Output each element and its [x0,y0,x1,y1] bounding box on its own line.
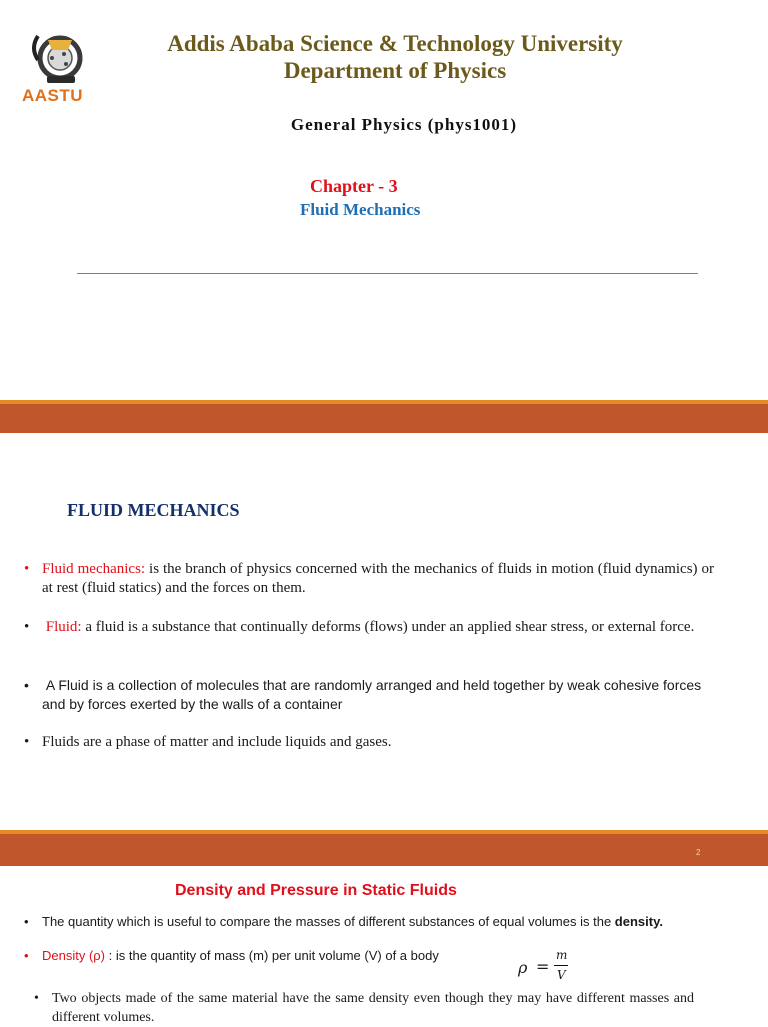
list-item [34,989,694,1027]
department-name: Department of Physics [283,58,507,83]
list-item [24,912,714,931]
bullet-icon: • [24,619,30,635]
slide-title: FLUID MECHANICS [67,500,240,520]
bullet-icon: • [24,914,29,929]
course-title: General Physics (phys1001) [290,115,518,134]
bullet-icon: • [24,948,29,963]
list-item [24,676,714,714]
list-item [24,946,714,965]
chapter-number: Chapter - 3 [310,176,398,196]
chapter-title: Fluid Mechanics [300,200,421,219]
slide-title: Density and Pressure in Static Fluids [175,882,457,899]
definition: is the branch of physics concerned with the mechanics of fluids in motion (fluid dynamics) or at rest (fluid statics) and the forces on them. [42,561,714,596]
university-name: Addis Ababa Science & Technology University [167,31,623,56]
logo-text: AASTU [22,86,84,105]
bullet-icon: • [24,677,29,693]
formula-lhs: ρ [518,958,528,977]
definition: : is the quantity of mass (m) per unit volume (V) of a body [105,948,439,963]
bold-term: density. [614,914,663,929]
term: Fluid: [45,619,82,635]
definition: a fluid is a substance that continually deforms (flows) under an applied shear stress, or external force. [81,619,695,635]
list-item-text: A Fluid is a collection of molecules that are randomly arranged and held together by weak cohesive forces and by forces exerted by the walls of a container [42,677,702,712]
list-item [24,560,714,598]
bullet-icon: • [24,734,30,750]
slide-footer-band [0,830,768,866]
density-formula [518,948,578,986]
page-number: 2 [696,848,701,857]
fraction-bar [554,965,568,966]
slide-footer-band [0,400,768,433]
list-item-text: Two objects made of the same material have the same density even though they may have different masses and different volumes. [52,991,694,1025]
bullet-icon: • [34,991,39,1006]
list-item-text: The quantity which is useful to compare the masses of different substances of equal volumes is the [42,914,615,929]
university-title [0,30,768,84]
formula-equals: = [536,957,550,976]
list-item-text: Fluids are a phase of matter and include liquids and gases. [42,734,392,750]
bullet-icon: • [24,561,30,577]
formula-numerator: m [556,948,568,962]
divider [77,273,698,274]
term: Fluid mechanics: [42,561,146,577]
list-item [24,733,714,752]
term: Density (ρ) [42,948,106,963]
list-item [24,618,714,637]
formula-denominator: V [557,968,566,982]
